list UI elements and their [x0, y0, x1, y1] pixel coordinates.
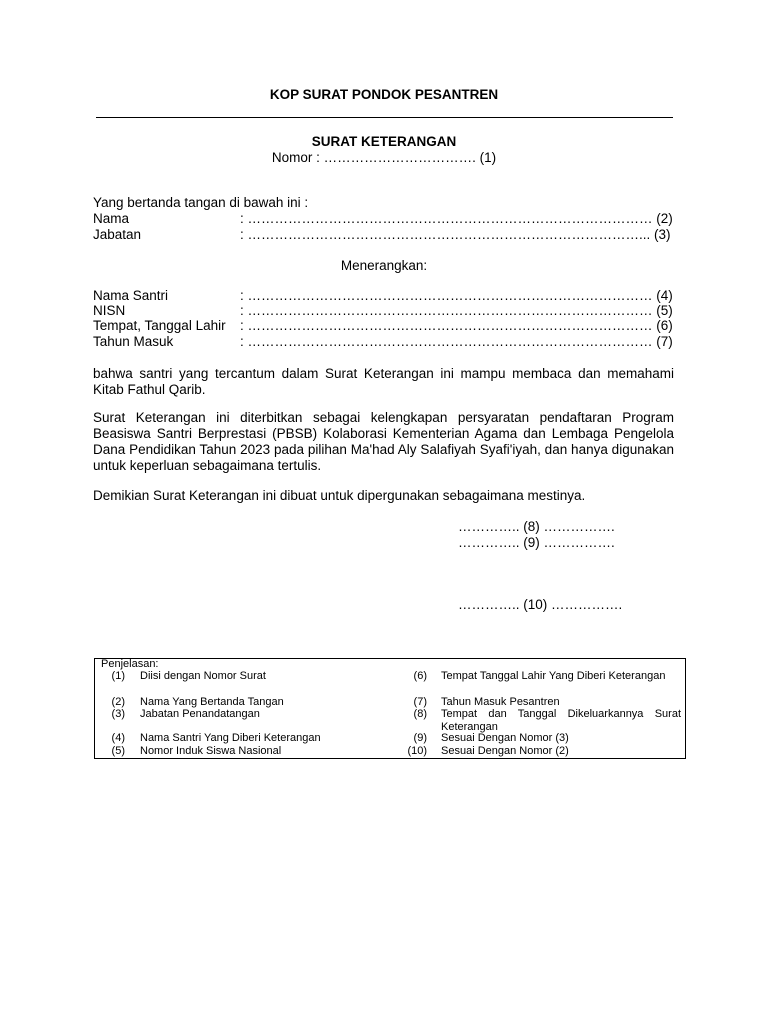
note-text: Tahun Masuk Pesantren — [441, 696, 560, 708]
field-value-nisn: : ……………………………………………………………………………… (5) — [240, 303, 673, 318]
field-value-ttl: : ……………………………………………………………………………… (6) — [240, 318, 673, 333]
note-text: Sesuai Dengan Nomor (2) — [441, 745, 569, 757]
note-number: (6) — [413, 670, 427, 682]
signature-position: ………….. (9) ……………. — [458, 535, 615, 550]
note-text: Jabatan Penandatangan — [140, 708, 260, 720]
field-label-nisn: NISN — [93, 303, 126, 318]
note-text: Diisi dengan Nomor Surat — [140, 670, 266, 682]
menerangkan-heading: Menerangkan: — [340, 258, 428, 273]
paragraph-closing: Demikian Surat Keterangan ini dibuat untuk dipergunakan sebagaimana mestinya. — [93, 488, 586, 503]
field-value-jabatan: : ……………………………………………………………………………... (3) — [240, 227, 671, 242]
field-value-nama-santri: : ……………………………………………………………………………… (4) — [240, 288, 673, 303]
note-text: Nama Santri Yang Diberi Keterangan — [140, 732, 321, 744]
document-number: Nomor : ……………………………. (1) — [271, 150, 497, 165]
header-rule — [96, 117, 673, 118]
note-number: (7) — [413, 696, 427, 708]
note-number: (5) — [111, 745, 125, 757]
kop-surat-title: KOP SURAT PONDOK PESANTREN — [269, 87, 499, 102]
signature-name: ………….. (10) ……………. — [458, 597, 623, 612]
note-number: (10) — [407, 745, 427, 757]
paragraph-statement: bahwa santri yang tercantum dalam Surat Keterangan ini mampu membaca dan memahami Kitab Fathul Qarib. — [93, 366, 674, 397]
field-label-nama-santri: Nama Santri — [93, 288, 169, 303]
field-label-ttl: Tempat, Tanggal Lahir — [93, 318, 226, 333]
note-text: Nomor Induk Siswa Nasional — [140, 745, 282, 757]
signature-place-date: ………….. (8) ……………. — [458, 519, 615, 534]
field-label-jabatan: Jabatan — [93, 227, 142, 242]
explanation-heading: Penjelasan: — [101, 658, 159, 670]
paragraph-purpose: Surat Keterangan ini diterbitkan sebagai kelengkapan persyaratan pendaftaran Program Beasiswa Santri Berprestasi (PBSB) Kolaborasi Kementerian Agama dan Lembaga Pengelola Dana Pendidikan Tahun 2023 pada pilihan Ma'had Aly Salafiyah Syafi'iyah, dan hanya digunakan untuk keperluan sebagaimana tertulis. — [93, 410, 674, 473]
field-value-tahun-masuk: : ……………………………………………………………………………… (7) — [240, 334, 673, 349]
note-number: (4) — [111, 732, 125, 744]
note-number: (3) — [111, 708, 125, 720]
explanation-box — [94, 658, 686, 759]
note-number: (1) — [111, 670, 125, 682]
note-text: Tempat Tanggal Lahir Yang Diberi Keterangan — [441, 670, 666, 682]
note-number: (8) — [413, 708, 427, 720]
note-text: Tempat dan Tanggal Dikeluarkannya Surat Keterangan — [441, 708, 681, 733]
note-text: Nama Yang Bertanda Tangan — [140, 696, 284, 708]
note-number: (9) — [413, 732, 427, 744]
field-label-tahun-masuk: Tahun Masuk — [93, 334, 174, 349]
note-text: Sesuai Dengan Nomor (3) — [441, 732, 569, 744]
field-label-nama: Nama — [93, 211, 130, 226]
document-title: SURAT KETERANGAN — [311, 134, 457, 149]
field-value-nama: : ……………………………………………………………………………… (2) — [240, 211, 673, 226]
note-number: (2) — [111, 696, 125, 708]
intro-text: Yang bertanda tangan di bawah ini : — [93, 195, 309, 210]
